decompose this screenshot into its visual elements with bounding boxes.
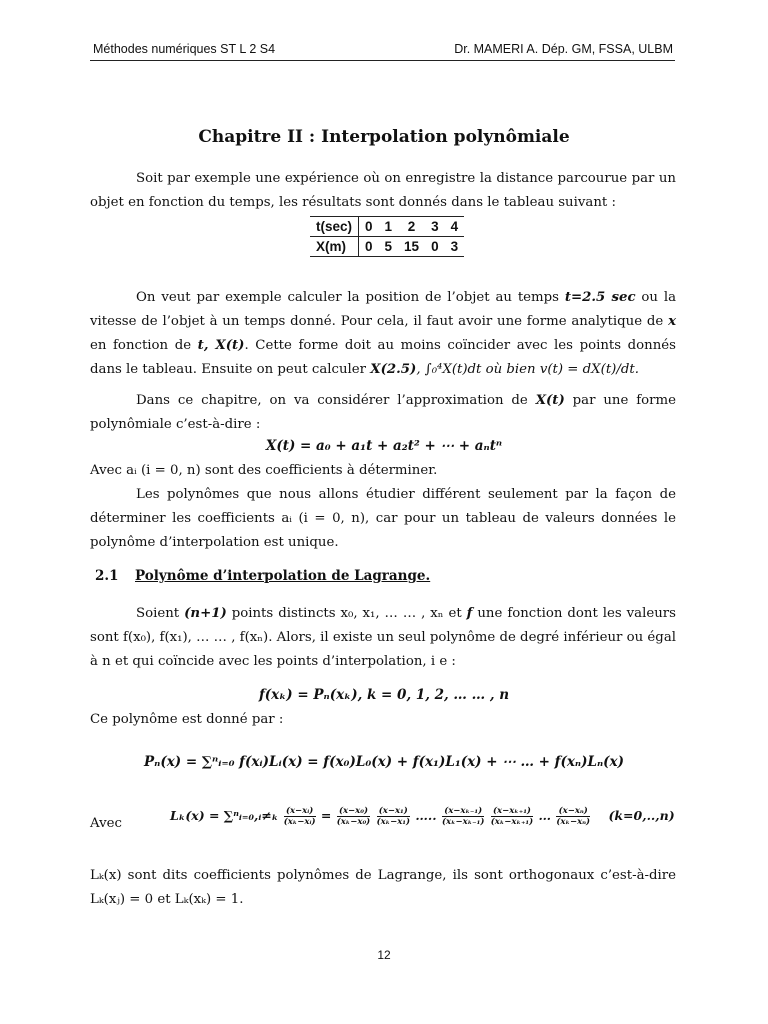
page-header <box>90 40 675 61</box>
table-cell: 4 <box>445 217 465 237</box>
data-table <box>310 216 464 257</box>
table-cell: 2 <box>398 217 425 237</box>
equation-polynomial: X(t) = a₀ + a₁t + a₂t² + ⋯ + aₙtⁿ <box>265 438 503 454</box>
text-run: On veut par exemple calculer la position de l’objet au temps <box>136 290 565 305</box>
paragraph-orthogonality: Lₖ(x) sont dits coefficients polynômes de Lagrange, ils sont orthogonaux c’est-à-dire Lₖ(xⱼ) = 0 et Lₖ(xₖ) = 1. <box>90 868 676 907</box>
math-inline: f <box>466 606 473 621</box>
header-author: Dr. MAMERI A. Dép. GM, FSSA, ULBM <box>454 42 673 56</box>
math-inline: X(2.5) <box>370 362 417 377</box>
table-cell: 5 <box>379 237 399 257</box>
section-heading <box>95 568 430 584</box>
text-run: . Cette forme doit au moins coïncider avec les points donnés dans le tableau. Ensuite on peut calculer <box>90 338 676 377</box>
text-run: points distincts x₀, x₁, … … , xₙ et <box>226 606 467 621</box>
math-inline: X(t) <box>535 393 565 408</box>
math-inline: (n+1) <box>184 606 227 621</box>
math-inline: t=2.5 sec <box>564 290 636 305</box>
avec-label: Avec <box>90 816 122 831</box>
fraction: $\frac{\text{(x−xₖ₊₁)}}{\text{(xₖ−xₖ₊₁)}}$ <box>490 806 534 827</box>
paragraph-chapter-scope <box>90 389 676 437</box>
table-cell: X(m) <box>310 237 359 257</box>
math-inline: = <box>320 808 332 823</box>
math-inline: Lₖ(x) = ∑ⁿᵢ₌₀,ᵢ≠ₖ <box>170 808 279 823</box>
table-cell: 0 <box>425 237 445 257</box>
paragraph-lagrange-intro <box>90 602 676 674</box>
equation-lagrange-basis <box>170 806 675 827</box>
equation-interpolation-condition: f(xₖ) = Pₙ(xₖ), k = 0, 1, 2, … … , n <box>258 687 510 703</box>
paragraph-given-by: Ce polynôme est donné par : <box>90 712 284 727</box>
fraction: $\frac{\text{(x−xᵢ)}}{\text{(xₖ−xᵢ)}}$ <box>283 806 316 827</box>
table-cell: 0 <box>359 217 379 237</box>
text-run: en fonction de <box>90 338 198 353</box>
paragraph-coefficients: Avec aᵢ (i = 0, n) sont des coefficients à déterminer. <box>90 463 438 478</box>
math-inline: x <box>668 314 676 329</box>
paragraph-polynomials: Les polynômes que nous allons étudier différent seulement par la façon de déterminer les coefficients aᵢ (i = 0, n), car pour un tableau de valeurs données le polynôme d’interpolation est unique. <box>90 487 676 550</box>
equation-lagrange-polynomial: Pₙ(x) = ∑ⁿᵢ₌₀ f(xᵢ)Lᵢ(x) = f(x₀)L₀(x) + f(x₁)L₁(x) + ⋯ … + f(xₙ)Lₙ(x) <box>144 754 624 770</box>
text-run: par une forme polynômiale c’est-à-dire : <box>90 393 677 432</box>
math-inline: ….. <box>415 808 437 823</box>
text-run: ou la vitesse de l’objet à un temps donné. Pour cela, il faut avoir une forme analytique de <box>90 290 677 329</box>
table-cell: 3 <box>445 237 465 257</box>
section-number: 2.1 <box>95 568 119 584</box>
intro-paragraph: Soit par exemple une expérience où on enregistre la distance parcourue par un objet en fonction du temps, les résultats sont donnés dans le tableau suivant : <box>90 171 676 210</box>
text-run: Soient <box>136 606 185 621</box>
paragraph-position <box>90 286 676 382</box>
fraction: $\frac{\text{(x−xₖ₋₁)}}{\text{(xₖ−xₖ₋₁)}}$ <box>441 806 485 827</box>
header-course: Méthodes numériques ST L 2 S4 <box>93 42 276 56</box>
math-inline: , ∫₀⁴X(t)dt où bien v(t) = dX(t)/dt. <box>416 362 639 377</box>
text-run: une fonction dont les valeurs sont f(x₀), f(x₁), … … , f(xₙ). Alors, il existe un seul polynôme de degré inférieur ou égal à n et qui coïncide avec les points d’interpolation, i e : <box>90 606 676 669</box>
table-cell: 3 <box>425 217 445 237</box>
table-cell: 0 <box>359 237 379 257</box>
index-range: (k=0,..,n) <box>608 808 675 823</box>
math-inline: t, X(t) <box>197 338 245 353</box>
section-title: Polynôme d’interpolation de Lagrange. <box>135 568 431 584</box>
table-row <box>310 217 464 237</box>
table-cell: 1 <box>379 217 399 237</box>
chapter-title: Chapitre II : Interpolation polynômiale <box>198 127 570 147</box>
table-row <box>310 237 464 257</box>
table-cell: 15 <box>398 237 425 257</box>
fraction: $\frac{\text{(x−xₙ)}}{\text{(xₖ−xₙ)}}$ <box>556 806 591 827</box>
table-cell: t(sec) <box>310 217 359 237</box>
math-inline: … <box>538 808 552 823</box>
fraction: $\frac{\text{(x−x₀)}}{\text{(xₖ−x₀)}}$ <box>336 806 371 827</box>
fraction: $\frac{\text{(x−x₁)}}{\text{(xₖ−x₁)}}$ <box>376 806 411 827</box>
page-number: 12 <box>377 948 391 962</box>
text-run: Dans ce chapitre, on va considérer l’approximation de <box>136 393 536 408</box>
